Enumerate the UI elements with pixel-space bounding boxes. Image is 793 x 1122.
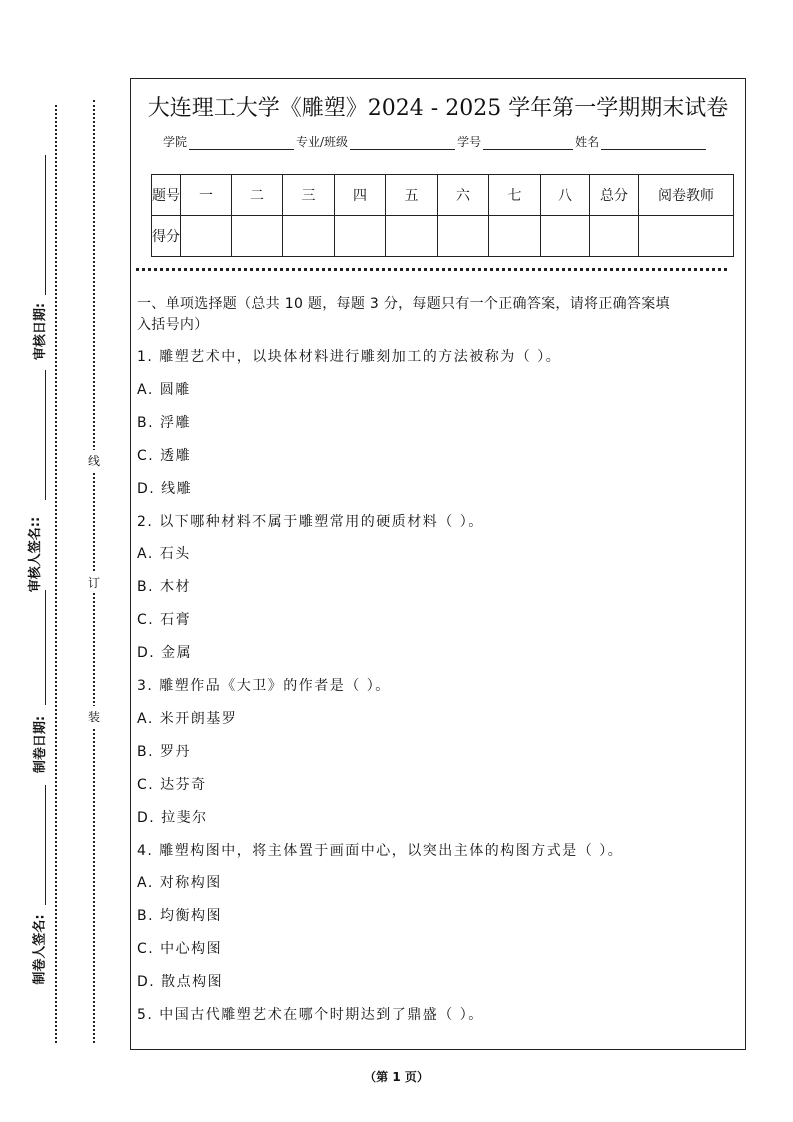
score-cell[interactable] [541,216,590,257]
divider [136,268,727,271]
signature-line [45,370,46,500]
college-field[interactable] [189,137,294,150]
score-cell[interactable] [283,216,335,257]
college-label: 学院 [163,135,188,149]
option: D. 拉斐尔 [137,809,208,826]
option: B. 均衡构图 [137,908,223,925]
option: D. 散点构图 [137,974,224,991]
table-row [152,216,734,257]
signature-line [45,155,46,295]
score-cell[interactable] [438,216,489,257]
option: C. 石膏 [137,612,192,629]
question-text: 3. 雕塑作品《大卫》的作者是（ ）。 [137,678,391,694]
question-text: 1. 雕塑艺术中，以块体材料进行雕刻加工的方法被称为（ ）。 [137,349,562,365]
major-label: 专业/班级 [296,135,349,149]
table-cell: 七 [489,175,541,216]
table-cell: 总分 [590,175,639,216]
name-label: 姓名 [575,135,600,149]
binding-char-zhuang: 装 [88,706,100,727]
table-cell: 八 [541,175,590,216]
section-heading: 一、单项选择题（总共 10 题，每题 3 分，每题只有一个正确答案，请将正确答案填 [137,296,670,312]
table-cell: 四 [335,175,386,216]
table-cell: 一 [181,175,232,216]
major-field[interactable] [350,137,455,150]
table-cell: 题号 [152,175,181,216]
question-text: 4. 雕塑构图中，将主体置于画面中心，以突出主体的构图方式是（ ）。 [137,842,624,859]
score-cell[interactable] [639,216,734,257]
signature-line [45,785,46,905]
score-table [151,174,734,257]
compiler-signature-label: 制卷人签名: [32,914,48,985]
compile-date-label: 制卷日期: [33,715,49,774]
score-cell[interactable] [590,216,639,257]
table-cell: 六 [438,175,489,216]
student-id-label: 学号 [457,135,482,149]
option: D. 金属 [137,645,193,662]
score-cell[interactable] [335,216,386,257]
name-field[interactable] [601,137,706,150]
score-cell[interactable] [181,216,232,257]
option: B. 罗丹 [137,743,192,760]
option: C. 中心构图 [137,941,223,958]
option: A. 米开朗基罗 [137,710,238,727]
option: D. 线雕 [137,480,193,497]
option: B. 浮雕 [137,414,192,431]
binding-char-xian: 线 [88,450,100,471]
table-row [152,175,734,216]
option: A. 石头 [137,546,191,563]
table-cell: 五 [386,175,438,216]
table-cell: 阅卷教师 [639,175,734,216]
option: A. 对称构图 [137,875,222,892]
signature-line [45,590,46,705]
table-cell: 三 [283,175,335,216]
binding-char-ding: 订 [88,572,100,593]
table-cell: 得分 [152,216,181,257]
table-cell: 二 [232,175,283,216]
reviewer-signature-label: 审核人签名:: [28,516,44,593]
exam-title: 大连理工大学《雕塑》2024 - 2025 学年第一学期期末试卷 [147,96,729,121]
option: A. 圆雕 [137,381,191,398]
exam-frame [130,78,746,1050]
score-cell[interactable] [232,216,283,257]
option: C. 达芬奇 [137,776,207,793]
review-date-label: 审核日期: [33,302,49,361]
student-id-field[interactable] [483,137,573,150]
seal-line-outer [55,105,57,1043]
question-text: 5. 中国古代雕塑艺术在哪个时期达到了鼎盛（ ）。 [137,1007,484,1023]
section-heading: 入括号内） [137,317,209,333]
student-info [163,133,708,150]
option: B. 木材 [137,579,192,596]
score-cell[interactable] [386,216,438,257]
option: C. 透雕 [137,447,192,464]
page-number: （第 1 页） [364,1070,429,1084]
question-text: 2. 以下哪种材料不属于雕塑常用的硬质材料（ ）。 [137,513,484,530]
score-cell[interactable] [489,216,541,257]
